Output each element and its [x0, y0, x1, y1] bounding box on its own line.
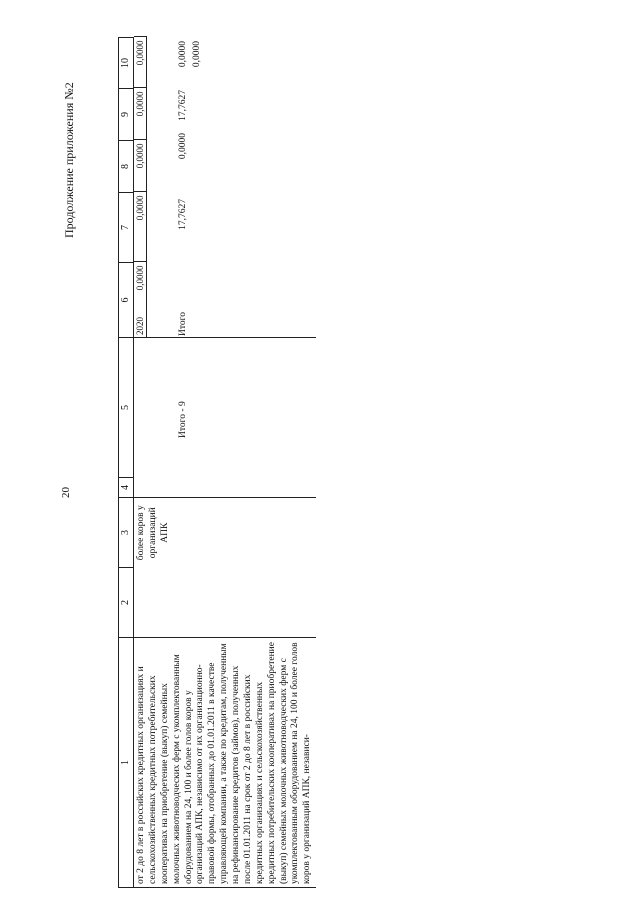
page-number: 20: [60, 487, 72, 498]
column-number: 7: [119, 193, 134, 263]
column-number: 4: [119, 478, 134, 498]
total-value: 0,0000: [192, 41, 202, 68]
column-number: 10: [119, 38, 134, 89]
year-value: 0,0000: [135, 91, 145, 117]
column-number: 6: [119, 263, 134, 338]
data-table: [118, 37, 316, 888]
total-label: Итого: [178, 311, 188, 336]
year-row: [134, 37, 147, 337]
column-number: 3: [119, 498, 134, 568]
column-number: 1: [119, 638, 134, 888]
total-value: 17,7627: [178, 90, 188, 121]
empty-cell: [134, 478, 317, 498]
total-value: 0,0000: [178, 41, 188, 68]
appendix-continuation-note: Продолжение приложения №2: [62, 82, 76, 238]
object-description: более коров у организаций АПК: [136, 505, 170, 561]
year-label: 2020: [135, 317, 145, 335]
year-value: 0,0000: [135, 40, 145, 66]
empty-cell: [134, 568, 317, 638]
total-value: 17,7627: [178, 199, 188, 230]
total-value: 0,0000: [178, 133, 188, 160]
empty-cell: [134, 338, 317, 478]
rotated-table-container: [118, 38, 628, 888]
column-number: 5: [119, 338, 134, 478]
year-value: 0,0000: [135, 265, 145, 291]
values-cell: [134, 38, 317, 338]
year-value: 0,0000: [135, 143, 145, 169]
table-row: [134, 38, 317, 888]
column-number: 8: [119, 141, 134, 193]
column-number-row: [119, 38, 134, 888]
column-number: 9: [119, 89, 134, 141]
column-number: 2: [119, 568, 134, 638]
year-subtable: [134, 37, 147, 338]
row-description: от 2 до 8 лет в российских кредитных организациях и сельскохозяйственных кредитных потребительских кооперативах на приобретение (выкуп) семейных молочных животноводческих ферм с укомплектованным оборудованием на 24, 100 и более голов коров у организаций АПК, независимо от их организационно-правовой формы, отобранных до 01.01.2011 в качестве управляющей компании, а также по кредитам, полученным на рефинансирование кредитов (займов), полученных после 01.01.2011 на срок от 2 до 8 лет в российских кредитных организациях и сельскохозяйственных кредитных потребительских кооперативах на приобретение (выкуп) семейных молочных животноводческих ферм с укомплектованным оборудованием на 24, 100 и более голов коров у организаций АПК, независи-: [134, 638, 317, 888]
year-value: 0,0000: [135, 195, 145, 221]
total-9-label: Итого - 9: [178, 401, 188, 438]
